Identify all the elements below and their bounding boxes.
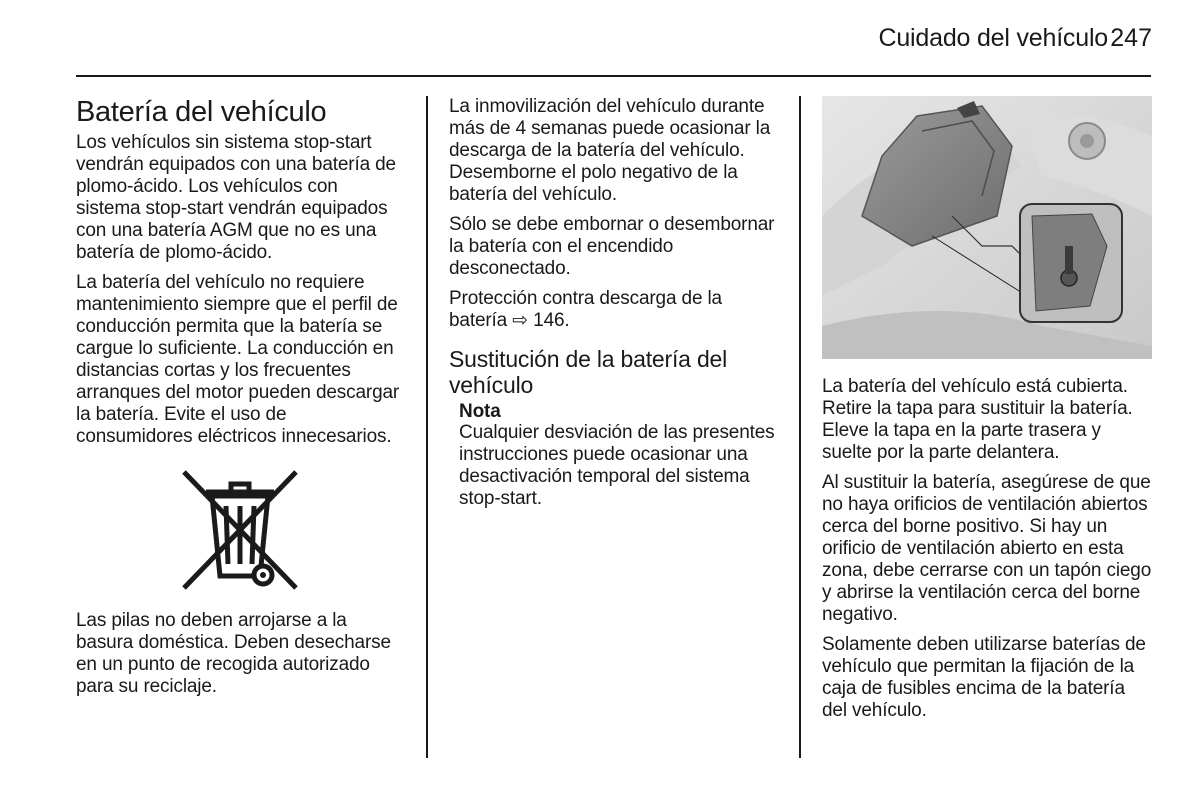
paragraph: La inmovilización del vehículo durante más de 4 semanas puede ocasionar la descarga de la batería del vehículo. Desemborne el polo negativo de la batería del vehículo. [449, 96, 771, 205]
paragraph-text: Protección contra descarga de la batería [449, 288, 722, 331]
column-divider-1 [426, 96, 428, 758]
column-1 [76, 96, 406, 706]
column-3 [822, 376, 1152, 730]
paragraph: Sólo se debe embornar o desembornar la batería con el encendido desconectado. [449, 214, 775, 279]
paragraph: Al sustituir la batería, asegúrese de que no haya orificios de ventilación abiertos cerca del borne positivo. Si hay un orificio de ventilación abierto en esta zona, debe cerrarse con un tapón ciego y abrirse la ventilación cerca del borne negativo. [822, 472, 1152, 625]
page-number: 247 [1110, 24, 1152, 52]
crossed-out-wheelie-bin-icon [176, 464, 304, 592]
note-title: Nota [459, 401, 501, 422]
note-text: Cualquier desviación de las presentes instrucciones puede ocasionar una desactivación temporal del sistema stop-start. [459, 422, 775, 509]
section-title: Cuidado del vehículo [878, 24, 1108, 52]
note-block [459, 402, 779, 510]
header-divider [76, 75, 1151, 77]
reference-arrow-icon: ⇨ [512, 310, 529, 331]
subsection-heading: Sustitución de la batería del vehículo [449, 346, 728, 398]
paragraph [449, 288, 779, 332]
paragraph: Las pilas no deben arrojarse a la basura doméstica. Deben desecharse en un punto de recogida autorizado para su reciclaje. [76, 610, 391, 697]
paragraph: La batería del vehículo no requiere mantenimiento siempre que el perfil de conducción permita que la batería se cargue lo suficiente. La conducción en distancias cortas y los frecuentes arranques del motor pueden descargar la batería. Evite el uso de consumidores eléctricos innecesarios. [76, 272, 400, 447]
paragraph: Solamente deben utilizarse baterías de vehículo que permitan la fijación de la caja de fusibles encima de la batería del vehículo. [822, 634, 1146, 721]
page-reference-link[interactable]: 146. [533, 310, 570, 331]
paragraph: La batería del vehículo está cubierta. Retire la tapa para sustituir la batería. Eleve la tapa en la parte trasera y suelte por la parte delantera. [822, 376, 1133, 463]
column-2 [449, 96, 779, 518]
section-heading: Batería del vehículo [76, 96, 327, 128]
battery-cover-photo [822, 96, 1152, 359]
column-divider-2 [799, 96, 801, 758]
paragraph: Los vehículos sin sistema stop-start vendrán equipados con una batería de plomo-ácido. Los vehículos con sistema stop-start vendrán equipados con una batería AGM que no es una batería de plomo-ácido. [76, 132, 396, 263]
